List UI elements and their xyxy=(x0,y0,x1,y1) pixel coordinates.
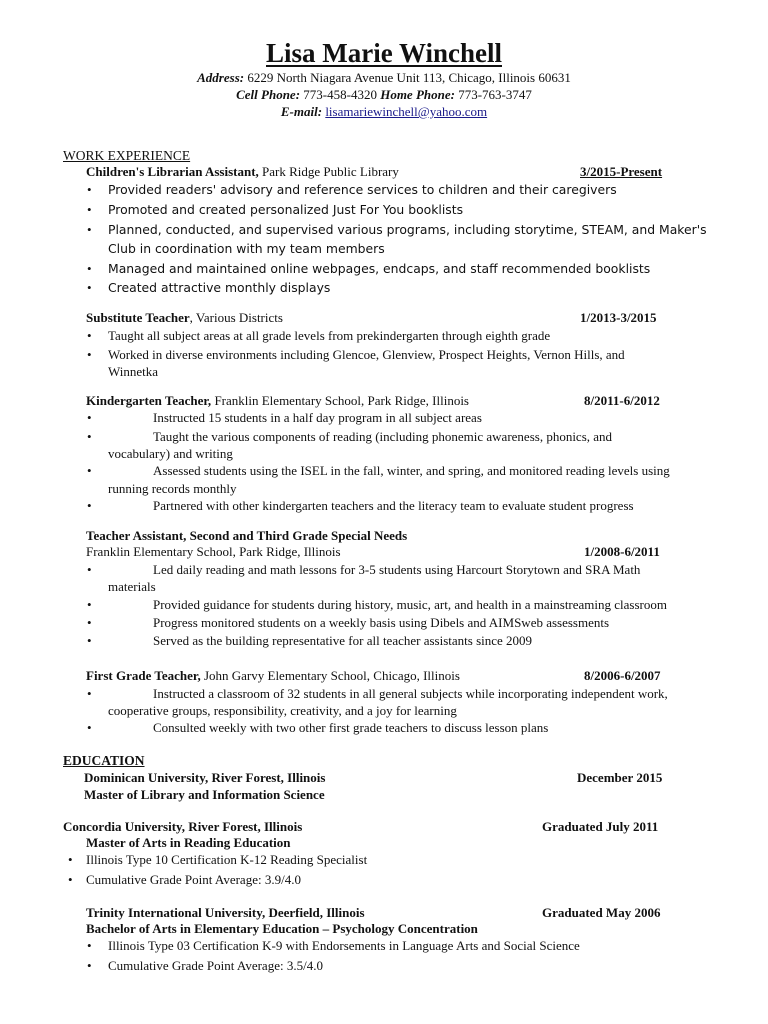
bullet-icon: • xyxy=(87,202,92,217)
job-bullet: Served as the building representative for all teacher assistants since 2009 xyxy=(153,633,533,648)
job-org: Franklin Elementary School, Park Ridge, Illinois xyxy=(211,393,469,408)
job-title: First Grade Teacher, xyxy=(86,668,201,683)
bullet-icon: • xyxy=(87,463,92,478)
email-link[interactable]: lisamariewinchell@yahoo.com xyxy=(325,104,488,119)
job-title-line xyxy=(86,668,460,684)
bullet-icon: • xyxy=(87,328,92,343)
bullet-icon: • xyxy=(87,280,92,295)
bullet-icon: • xyxy=(87,615,92,630)
school-date: December 2015 xyxy=(577,770,663,785)
bullet-icon: • xyxy=(87,347,92,362)
job-bullet-continued: vocabulary) and writing xyxy=(108,446,233,461)
job-bullet: Provided guidance for students during history, music, art, and health in a mainstreaming classroom xyxy=(153,597,667,612)
job-dates: 8/2011-6/2012 xyxy=(584,393,660,408)
job-title: Teacher Assistant, Second and Third Grade Special Needs xyxy=(86,528,408,543)
job-bullet-continued: cooperative groups, responsibility, creativity, and a joy for learning xyxy=(108,703,457,718)
school-name-text: Dominican University, River Forest, Illinois xyxy=(84,770,326,785)
bullet-icon: • xyxy=(87,261,92,276)
degree xyxy=(86,921,478,937)
job-title-line xyxy=(86,164,399,180)
education-bullet: Cumulative Grade Point Average: 3.9/4.0 xyxy=(86,872,301,887)
job-title: Kindergarten Teacher, xyxy=(86,393,212,408)
phone-line xyxy=(0,87,768,103)
job-dates: 3/2015-Present xyxy=(580,164,663,179)
job-dates: 1/2008-6/2011 xyxy=(584,544,660,559)
bullet-icon: • xyxy=(87,633,92,648)
education-bullet: Cumulative Grade Point Average: 3.5/4.0 xyxy=(108,958,323,973)
cell-phone-label: Cell Phone: xyxy=(236,87,301,102)
bullet-icon: • xyxy=(68,852,73,867)
job-bullet: Instructed 15 students in a half day program in all subject areas xyxy=(153,410,482,425)
school-date: Graduated May 2006 xyxy=(542,905,661,920)
job-bullet: Created attractive monthly displays xyxy=(108,280,331,295)
job-org: , Various Districts xyxy=(189,310,283,325)
cell-phone-value: 773-458-4320 xyxy=(300,87,381,102)
degree xyxy=(84,787,325,803)
job-bullet: Taught all subject areas at all grade levels from prekindergarten through eighth grade xyxy=(108,328,551,343)
bullet-icon: • xyxy=(87,410,92,425)
job-title-line xyxy=(86,528,407,544)
job-bullet-continued: running records monthly xyxy=(108,481,237,496)
school-date: Graduated July 2011 xyxy=(542,819,659,834)
job-bullet: Progress monitored students on a weekly basis using Dibels and AIMSweb assessments xyxy=(153,615,610,630)
school-name xyxy=(86,905,365,921)
job-bullet: Taught the various components of reading (including phonemic awareness, phonics, and xyxy=(153,429,613,444)
education-bullet: Illinois Type 03 Certification K-9 with Endorsements in Language Arts and Social Science xyxy=(108,938,580,953)
job-dates: 8/2006-6/2007 xyxy=(584,668,661,683)
job-title: Children's Librarian Assistant, xyxy=(86,164,259,179)
degree-text: Master of Arts in Reading Education xyxy=(86,835,291,850)
job-bullet: Assessed students using the ISEL in the fall, winter, and spring, and monitored reading levels using xyxy=(153,463,670,478)
work-experience-heading: WORK EXPERIENCE xyxy=(63,148,191,163)
job-bullet: Promoted and created personalized Just For You booklists xyxy=(108,202,464,217)
bullet-icon: • xyxy=(87,429,92,444)
degree-text: Bachelor of Arts in Elementary Education – Psychology Concentration xyxy=(86,921,478,936)
job-bullet: Led daily reading and math lessons for 3-5 students using Harcourt Storytown and SRA Math xyxy=(153,562,641,577)
home-phone-label: Home Phone: xyxy=(380,87,455,102)
job-title-line xyxy=(86,310,283,326)
job-bullet: Worked in diverse environments including Glencoe, Glenview, Prospect Heights, Vernon Hills, and xyxy=(108,347,625,362)
job-bullet: Planned, conducted, and supervised various programs, including storytime, STEAM, and Maker's xyxy=(108,222,707,237)
email-label: E-mail: xyxy=(280,104,323,119)
education-heading-text: EDUCATION xyxy=(63,753,145,768)
address-label: Address: xyxy=(197,70,245,85)
job-bullet: Partnered with other kindergarten teachers and the literacy team to evaluate student progress xyxy=(153,498,634,513)
job-bullet-continued: Winnetka xyxy=(108,364,159,379)
job-bullet-continued: materials xyxy=(108,579,156,594)
education-bullet: Illinois Type 10 Certification K-12 Reading Specialist xyxy=(86,852,368,867)
address-value: 6229 North Niagara Avenue Unit 113, Chicago, Illinois 60631 xyxy=(244,70,571,85)
job-bullet-continued: Club in coordination with my team members xyxy=(108,241,385,256)
degree xyxy=(86,835,291,851)
bullet-icon: • xyxy=(87,222,92,237)
job-org: Franklin Elementary School, Park Ridge, Illinois xyxy=(86,544,341,559)
bullet-icon: • xyxy=(87,686,92,701)
school-name-text: Trinity International University, Deerfield, Illinois xyxy=(86,905,365,920)
bullet-icon: • xyxy=(87,498,92,513)
bullet-icon: • xyxy=(87,182,92,197)
bullet-icon: • xyxy=(87,958,92,973)
home-phone-value: 773-763-3747 xyxy=(454,87,532,102)
job-bullet: Consulted weekly with two other first grade teachers to discuss lesson plans xyxy=(153,720,549,735)
bullet-icon: • xyxy=(87,562,92,577)
bullet-icon: • xyxy=(87,597,92,612)
bullet-icon: • xyxy=(68,872,73,887)
bullet-icon: • xyxy=(87,938,92,953)
school-name xyxy=(84,770,325,786)
job-org: Park Ridge Public Library xyxy=(258,164,399,179)
job-title-line xyxy=(86,393,469,409)
job-bullet: Provided readers' advisory and reference services to children and their caregivers xyxy=(108,182,617,197)
school-name-text: Concordia University, River Forest, Illinois xyxy=(63,819,303,834)
job-title: Substitute Teacher xyxy=(86,310,190,325)
job-bullet: Instructed a classroom of 32 students in all general subjects while incorporating independent work, xyxy=(153,686,668,701)
email-line xyxy=(0,104,768,120)
job-org: John Garvy Elementary School, Chicago, Illinois xyxy=(200,668,460,683)
school-name xyxy=(63,819,302,835)
degree-text: Master of Library and Information Science xyxy=(84,787,325,802)
bullet-icon: • xyxy=(87,720,92,735)
job-bullet: Managed and maintained online webpages, endcaps, and staff recommended booklists xyxy=(108,261,651,276)
resume-name: Lisa Marie Winchell xyxy=(266,38,502,68)
address-line xyxy=(0,70,768,86)
education-heading xyxy=(63,753,145,769)
job-dates: 1/2013-3/2015 xyxy=(580,310,657,325)
